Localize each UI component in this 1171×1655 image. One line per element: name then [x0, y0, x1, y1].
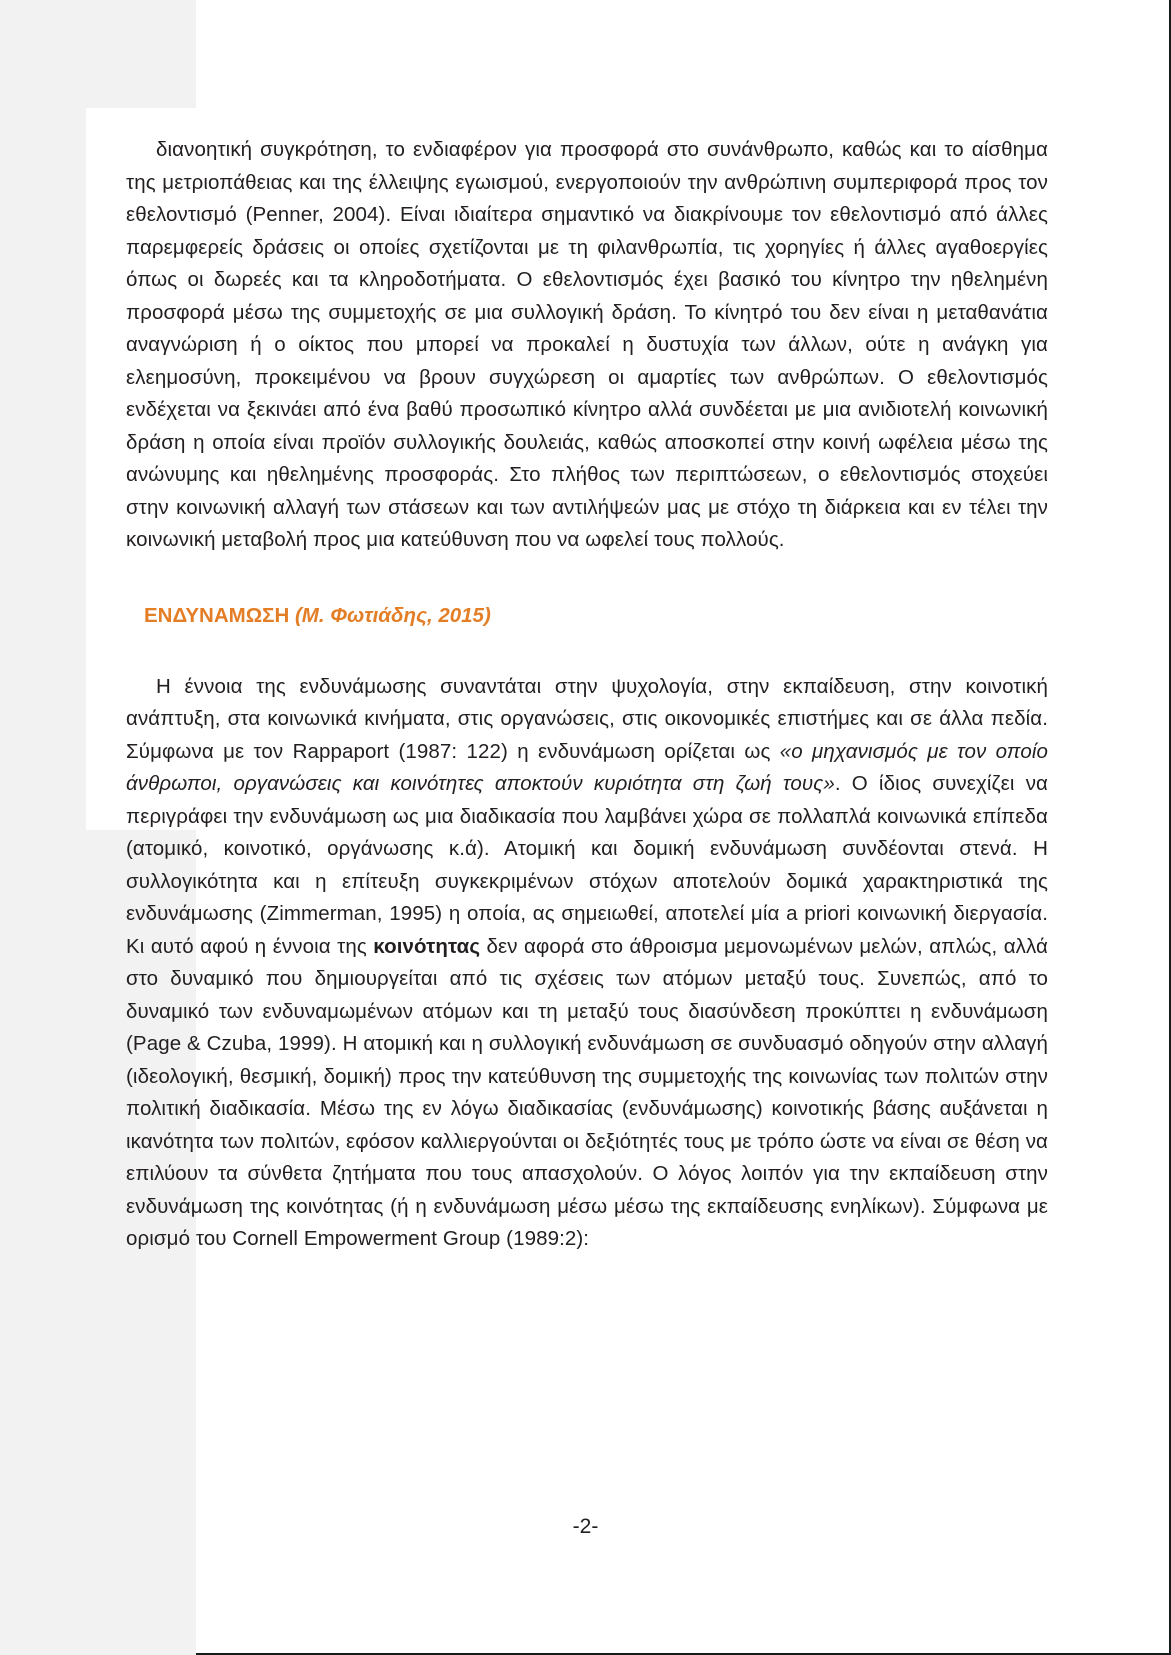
section-heading-title: ΕΝΔΥΝΑΜΩΣΗ: [144, 603, 290, 627]
paragraph-empowerment: [126, 671, 1048, 1256]
main-content: [126, 134, 1048, 1256]
section-heading-reference: (Μ. Φωτιάδης, 2015): [294, 603, 491, 627]
paragraph-empowerment-part1: Η έννοια της ενδυνάμωσης συναντάται στην ψυχολογία, στην εκπαίδευση, στην κοινοτική ανάπτυξη, στα κοινωνικά κινήματα, στις οργανώσεις, στις οικονομικές επιστήμες και σε άλλα πεδία. Σύμφωνα με τον Rappaport (1987: 122) η ενδυνάμωση ορίζεται ως: [126, 674, 1048, 763]
paragraph-empowerment-part3: δεν αφορά στο άθροισμα μεμονωμένων μελών, απλώς, αλλά στο δυναμικό που δημιουργείται από τις σχέσεις των ατόμων μεταξύ τους. Συνεπώς, από το δυναμικό των ενδυναμωμένων ατόμων και τη μεταξύ τους διασύνδεση προκύπτει η ενδυνάμωση (Page & Czuba, 1999). Η ατομική και η συλλογική ενδυνάμωση σε συνδυασμό οδηγούν στην αλλαγή (ιδεολογική, θεσμική, δομική) προς την κατεύθυνση της συμμετοχής της κοινωνίας των πολιτών στην πολιτική διαδικασία. Μέσω της εν λόγω διαδικασίας (ενδυνάμωσης) κοινοτικής βάσης αυξάνεται η ικανότητα των πολιτών, εφόσον καλλιεργούνται οι δεξιότητές τους με τρόπο ώστε να είναι σε θέση να επιλύουν τα σύνθετα ζητήματα που τους απασχολούν. Ο λόγος λοιπόν για την εκπαίδευση στην ενδυνάμωση της κοινότητας (ή η ενδυνάμωση μέσω μέσω της εκπαίδευσης ενηλίκων). Σύμφωνα με ορισμό του Cornell Empowerment Group (1989:2):: [126, 934, 1049, 1250]
page-number: -2-: [572, 1515, 599, 1538]
paragraph-volunteerism: διανοητική συγκρότηση, το ενδιαφέρον για προσφορά στο συνάνθρωπο, καθώς και το αίσθημα της μετριοπάθειας και της έλλειψης εγωισμού, ενεργοποιούν την ανθρώπινη συμπεριφορά προς τον εθελοντισμό (Penner, 2004). Είναι ιδιαίτερα σημαντικό να διακρίνουμε τον εθελοντισμό από άλλες παρεμφερείς δράσεις οι οποίες σχετίζονται με τη φιλανθρωπία, τις χορηγίες ή άλλες αγαθοεργίες όπως οι δωρεές και τα κληροδοτήματα. Ο εθελοντισμός έχει βασικό του κίνητρο την ηθελημένη προσφορά μέσω της συμμετοχής σε μια συλλογική δράση. Το κίνητρό του δεν είναι η μεταθανάτια αναγνώριση ή ο οίκτος που μπορεί να προκαλεί η δυστυχία των άλλων, ούτε η ανάγκη για ελεημοσύνη, προκειμένου να βρουν συγχώρεση οι αμαρτίες των ανθρώπων. Ο εθελοντισμός ενδέχεται να ξεκινάει από ένα βαθύ προσωπικό κίνητρο αλλά συνδέεται με μια ανιδιοτελή κοινωνική δράση η οποία είναι προϊόν συλλογικής δουλειάς, καθώς αποσκοπεί στην κοινή ωφέλεια μέσω της ανώνυμης και ηθελημένης προσφοράς. Στο πλήθος των περιπτώσεων, ο εθελοντισμός στοχεύει στην κοινωνική αλλαγή των στάσεων και των αντιλήψεών μας με στόχο τη διάρκεια και εν τέλει την κοινωνική μεταβολή προς μια κατεύθυνση που να ωφελεί τους πολλούς.: [126, 138, 1048, 551]
section-heading: [144, 601, 1048, 631]
rappaport-quote: «ο μηχανισμός με τον οποίο άνθρωποι, οργανώσεις και κοινότητες αποκτούν κυριότητα στη ζωή τους»: [126, 739, 1048, 795]
paragraph-empowerment-part2: . Ο ίδιος συνεχίζει να περιγράφει την ενδυνάμωση ως μια διαδικασία που λαμβάνει χώρα σε πολλαπλά κοινωνικά επίπεδα (ατομικό, κοινοτικό, οργάνωσης κ.ά). Ατομική και δομική ενδυνάμωση συνδέονται στενά. Η συλλογικότητα και η επίτευξη συγκεκριμένων στόχων αποτελούν δομικά χαρακτηριστικά της ενδυνάμωσης (Zimmerman, 1995) η οποία, ας σημειωθεί, αποτελεί μία a priori κοινωνική διεργασία. Κι αυτό αφού η έννοια της: [126, 772, 1048, 958]
community-term: κοινότητας: [373, 934, 481, 958]
